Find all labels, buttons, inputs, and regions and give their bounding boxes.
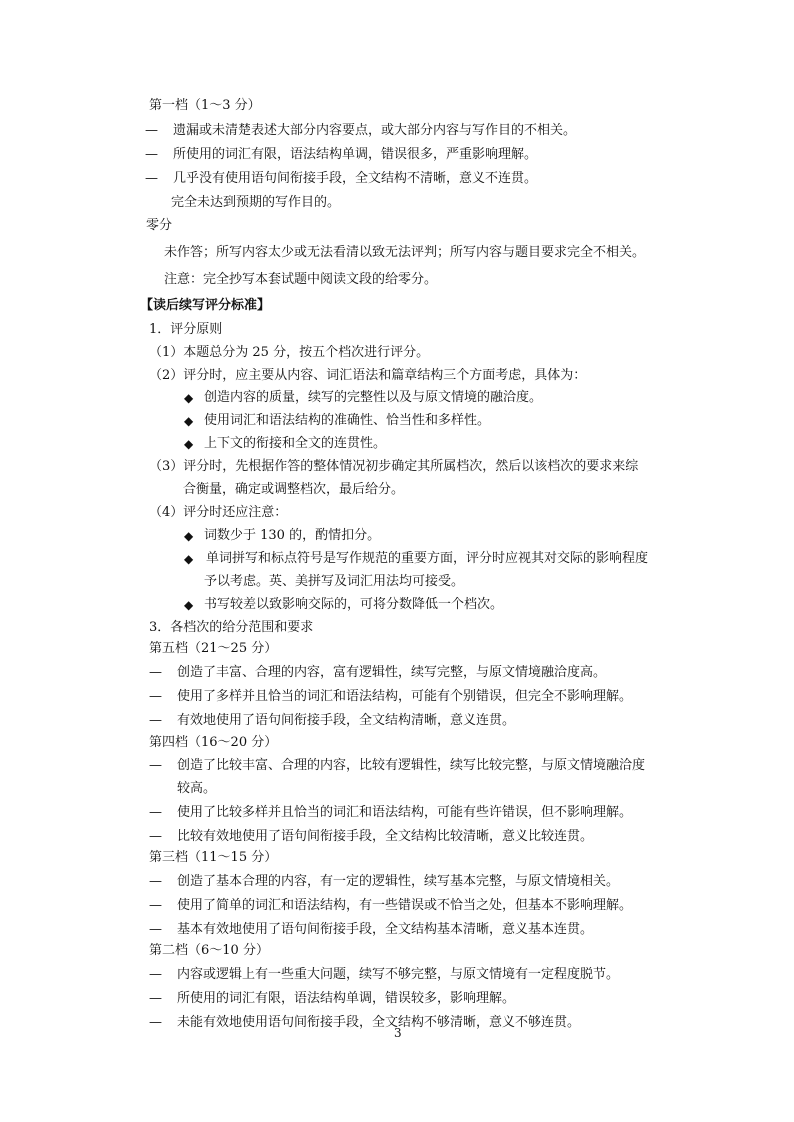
rule-2-bullet-1: 创造内容的质量，续写的完整性以及与原文情境的融洽度。 — [204, 390, 543, 405]
tier5-item-3: — 有效地使用了语句间衔接手段，全文结构清晰，意义连贯。 — [177, 713, 515, 729]
tier2-item-2: — 所使用的词汇有限，语法结构单调，错误较多，影响理解。 — [177, 991, 515, 1007]
rule-2-bullet-3: 上下文的衔接和全文的连贯性。 — [204, 436, 387, 451]
tier5-item-1: — 创造了丰富、合理的内容，富有逻辑性，续写完整，与原文情境融洽度高。 — [177, 665, 606, 681]
tier5-item-2: — 使用了多样并且恰当的词汇和语法结构，可能有个别错误，但完全不影响理解。 — [177, 689, 632, 705]
zero-title: 零分 — [146, 218, 173, 233]
rule-4-bullet-3: 书写较差以致影响交际的，可将分数降低一个档次。 — [204, 597, 504, 612]
section-title: 【读后续写评分标准】 — [140, 298, 271, 313]
page-number: 3 — [394, 1026, 402, 1040]
tier2-title: 第二档（6～10 分） — [149, 943, 269, 958]
rule-2: （2）评分时，应主要从内容、词汇语法和篇章结构三个方面考虑，具体为： — [149, 368, 587, 383]
diamond-bullet-icon: ◆ — [184, 437, 194, 451]
tier3-item-3: — 基本有效地使用了语句间衔接手段，全文结构基本清晰，意义基本连贯。 — [177, 922, 593, 938]
rule-2-bullet-2: 使用词汇和语法结构的准确性、恰当性和多样性。 — [204, 413, 491, 428]
tier1-note: 完全未达到预期的写作目的。 — [171, 195, 341, 210]
tier5-title: 第五档（21～25 分） — [149, 641, 278, 656]
tier2-item-1: — 内容或逻辑上有一些重大问题，续写不够完整，与原文情境有一定程度脱节。 — [177, 967, 619, 983]
diamond-bullet-icon: ◆ — [184, 391, 194, 405]
zero-line-2: 注意：完全抄写本套试题中阅读文段的给零分。 — [164, 272, 438, 287]
zero-line-1: 未作答；所写内容太少或无法看清以致无法评判；所写内容与题目要求完全不相关。 — [164, 245, 646, 260]
rule-3-line-1: （3）评分时，先根据作答的整体情况初步确定其所属档次，然后以该档次的要求来综 — [149, 459, 639, 474]
tier4-title: 第四档（16～20 分） — [149, 735, 278, 750]
rule-4-bullet-1: 词数少于 130 的，酌情扣分。 — [204, 528, 381, 543]
tier1-item-2: — 所使用的词汇有限，语法结构单调，错误很多，严重影响理解。 — [173, 147, 537, 163]
tier4-item-1-line-2: 较高。 — [177, 781, 217, 796]
tier1-item-3: — 几乎没有使用语句间衔接手段，全文结构不清晰，意义不连贯。 — [173, 171, 537, 187]
tier1-item-1: — 遗漏或未清楚表述大部分内容要点，或大部分内容与写作目的不相关。 — [173, 123, 576, 139]
rule-4-bullet-2-line-2: 予以考虑。英、美拼写及词汇用法均可接受。 — [204, 574, 465, 589]
tier3-item-1: — 创造了基本合理的内容，有一定的逻辑性，续写基本完整，与原文情境相关。 — [177, 874, 619, 890]
tier2-item-3: — 未能有效地使用语句间衔接手段，全文结构不够清晰，意义不够连贯。 — [177, 1015, 580, 1031]
diamond-bullet-icon: ◆ — [184, 598, 194, 612]
tier3-item-2: — 使用了简单的词汇和语法结构，有一些错误或不恰当之处，但基本不影响理解。 — [177, 898, 632, 914]
rule-1: （1）本题总分为 25 分，按五个档次进行评分。 — [149, 345, 430, 360]
diamond-bullet-icon: ◆ — [184, 414, 194, 428]
rule-4-bullet-2-line-1: 单词拼写和标点符号是写作规范的重要方面，评分时应视其对交际的影响程度 — [206, 551, 649, 566]
ranges-title: 3．各档次的给分范围和要求 — [149, 620, 314, 635]
tier3-title: 第三档（11～15 分） — [149, 850, 278, 865]
tier4-item-1-line-1: — 创造了比较丰富、合理的内容，比较有逻辑性，续写比较完整，与原文情境融洽度 — [177, 758, 645, 774]
principle-title: 1．评分原则 — [149, 322, 223, 337]
rule-4: （4）评分时还应注意： — [149, 505, 288, 520]
diamond-bullet-icon: ◆ — [184, 552, 194, 566]
tier4-item-3: — 比较有效地使用了语句间衔接手段，全文结构比较清晰，意义比较连贯。 — [177, 829, 593, 845]
tier4-item-2: — 使用了比较多样并且恰当的词汇和语法结构，可能有些许错误，但不影响理解。 — [177, 805, 632, 821]
tier1-title: 第一档（1～3 分） — [149, 98, 261, 113]
rule-3-line-2: 合衡量，确定或调整档次，最后给分。 — [183, 482, 405, 497]
diamond-bullet-icon: ◆ — [184, 529, 194, 543]
